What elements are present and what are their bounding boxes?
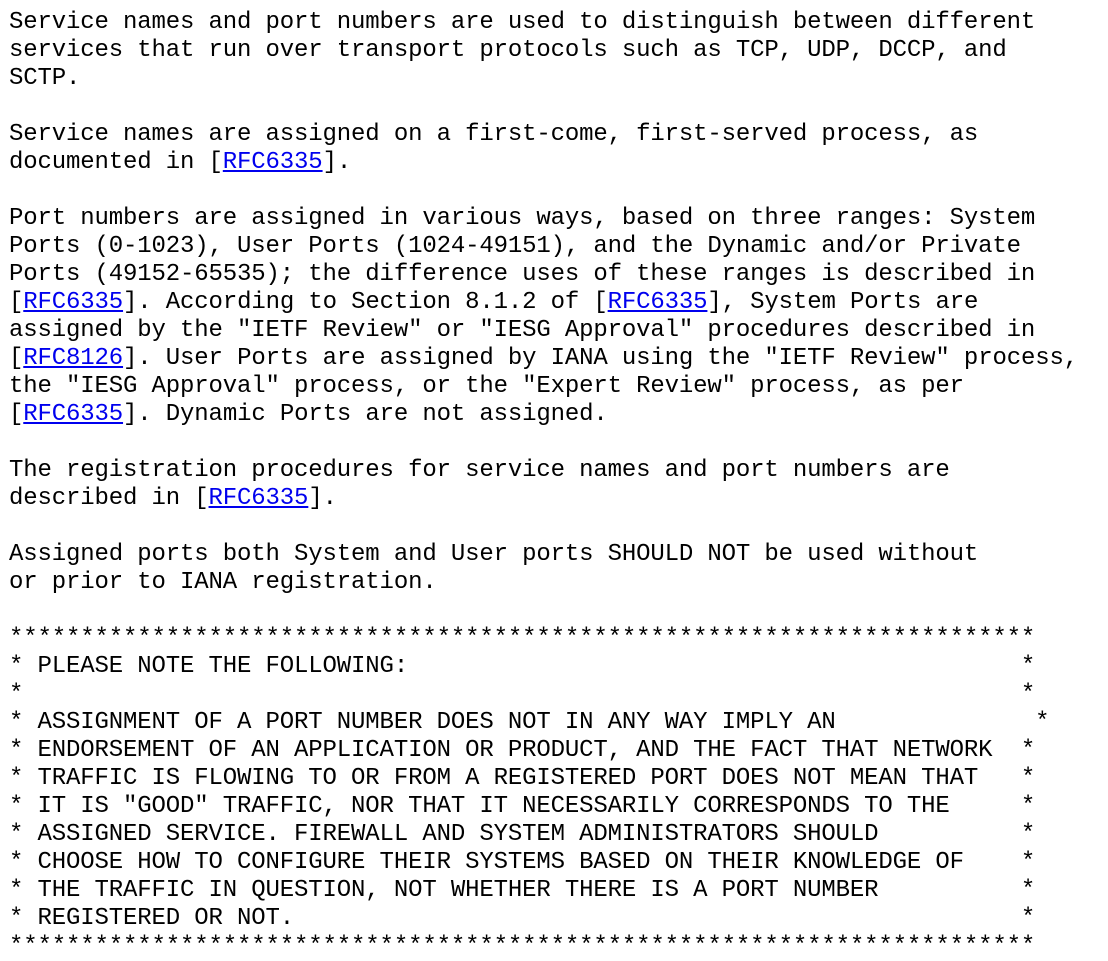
text-segment: [ xyxy=(9,345,24,372)
text-segment: Service names are assigned on a first-come, first-served process, as xyxy=(9,121,979,148)
text-line xyxy=(9,905,1078,933)
text-segment: ]. According to Section 8.1.2 of [ xyxy=(123,289,608,316)
text-line xyxy=(9,457,1078,485)
text-segment: * IT IS "GOOD" TRAFFIC, NOR THAT IT NECESSARILY CORRESPONDS TO THE * xyxy=(9,793,1036,820)
text-segment: * TRAFFIC IS FLOWING TO OR FROM A REGISTERED PORT DOES NOT MEAN THAT * xyxy=(9,765,1036,792)
text-segment: Ports (0-1023), User Ports (1024-49151), and the Dynamic and/or Private xyxy=(9,233,1021,260)
text-line xyxy=(9,765,1078,793)
text-line xyxy=(9,653,1078,681)
text-segment: the "IESG Approval" process, or the "Expert Review" process, as per xyxy=(9,373,964,400)
text-segment: Assigned ports both System and User ports SHOULD NOT be used without xyxy=(9,541,979,568)
text-segment: ]. Dynamic Ports are not assigned. xyxy=(123,401,608,428)
text-line xyxy=(9,681,1078,709)
rfc-reference-link[interactable]: RFC6335 xyxy=(208,485,309,512)
text-line xyxy=(9,373,1078,401)
text-line xyxy=(9,933,1078,961)
text-segment: services that run over transport protocols such as TCP, UDP, DCCP, and xyxy=(9,37,1007,64)
text-segment: * THE TRAFFIC IN QUESTION, NOT WHETHER THERE IS A PORT NUMBER * xyxy=(9,877,1036,904)
text-line xyxy=(9,177,1078,205)
text-segment: ]. xyxy=(322,149,352,176)
text-segment: assigned by the "IETF Review" or "IESG Approval" procedures described in xyxy=(9,317,1036,344)
text-line xyxy=(9,737,1078,765)
text-segment: * * xyxy=(9,681,1036,708)
rfc-reference-link[interactable]: RFC6335 xyxy=(607,289,708,316)
text-line xyxy=(9,121,1078,149)
text-segment: * ASSIGNMENT OF A PORT NUMBER DOES NOT IN ANY WAY IMPLY AN * xyxy=(9,709,1050,736)
text-line xyxy=(9,541,1078,569)
text-segment: ]. xyxy=(308,485,337,512)
text-line xyxy=(9,625,1078,653)
text-segment: documented in [ xyxy=(9,149,223,176)
text-line xyxy=(9,821,1078,849)
rfc-reference-link[interactable]: RFC6335 xyxy=(23,401,124,428)
text-line xyxy=(9,233,1078,261)
text-line xyxy=(9,849,1078,877)
text-line xyxy=(9,345,1078,373)
text-segment: The registration procedures for service names and port numbers are xyxy=(9,457,950,484)
text-segment: * ENDORSEMENT OF AN APPLICATION OR PRODUCT, AND THE FACT THAT NETWORK * xyxy=(9,737,1036,764)
text-segment: ], System Ports are xyxy=(707,289,979,316)
text-segment: described in [ xyxy=(9,485,209,512)
text-line xyxy=(9,793,1078,821)
text-line xyxy=(9,37,1078,65)
text-line xyxy=(9,597,1078,625)
text-line xyxy=(9,149,1078,177)
text-line xyxy=(9,205,1078,233)
text-segment: * ASSIGNED SERVICE. FIREWALL AND SYSTEM ADMINISTRATORS SHOULD * xyxy=(9,821,1036,848)
text-segment: ]. User Ports are assigned by IANA using the "IETF Review" process, xyxy=(123,345,1078,372)
text-line xyxy=(9,877,1078,905)
rfc-document-text xyxy=(9,9,1078,961)
text-line xyxy=(9,65,1078,93)
text-line xyxy=(9,289,1078,317)
text-segment: [ xyxy=(9,401,24,428)
text-line xyxy=(9,93,1078,121)
text-line xyxy=(9,429,1078,457)
text-segment: Port numbers are assigned in various ways, based on three ranges: System xyxy=(9,205,1036,232)
text-segment: * REGISTERED OR NOT. * xyxy=(9,905,1036,932)
text-segment: * PLEASE NOTE THE FOLLOWING: * xyxy=(9,653,1036,680)
text-segment: Ports (49152-65535); the difference uses of these ranges is described in xyxy=(9,261,1036,288)
text-segment: ************************************************************************ xyxy=(9,933,1036,960)
text-line xyxy=(9,9,1078,37)
text-line xyxy=(9,261,1078,289)
text-line xyxy=(9,401,1078,429)
text-segment: [ xyxy=(9,289,24,316)
text-line xyxy=(9,485,1078,513)
text-segment: ************************************************************************ xyxy=(9,625,1036,652)
text-segment: * CHOOSE HOW TO CONFIGURE THEIR SYSTEMS BASED ON THEIR KNOWLEDGE OF * xyxy=(9,849,1036,876)
text-segment: or prior to IANA registration. xyxy=(9,569,437,596)
text-line xyxy=(9,317,1078,345)
text-line xyxy=(9,709,1078,737)
text-segment: Service names and port numbers are used to distinguish between different xyxy=(9,9,1036,36)
rfc-reference-link[interactable]: RFC6335 xyxy=(23,289,124,316)
text-line xyxy=(9,569,1078,597)
rfc-reference-link[interactable]: RFC6335 xyxy=(222,149,323,176)
text-segment: SCTP. xyxy=(9,65,81,92)
text-line xyxy=(9,513,1078,541)
rfc-reference-link[interactable]: RFC8126 xyxy=(23,345,124,372)
